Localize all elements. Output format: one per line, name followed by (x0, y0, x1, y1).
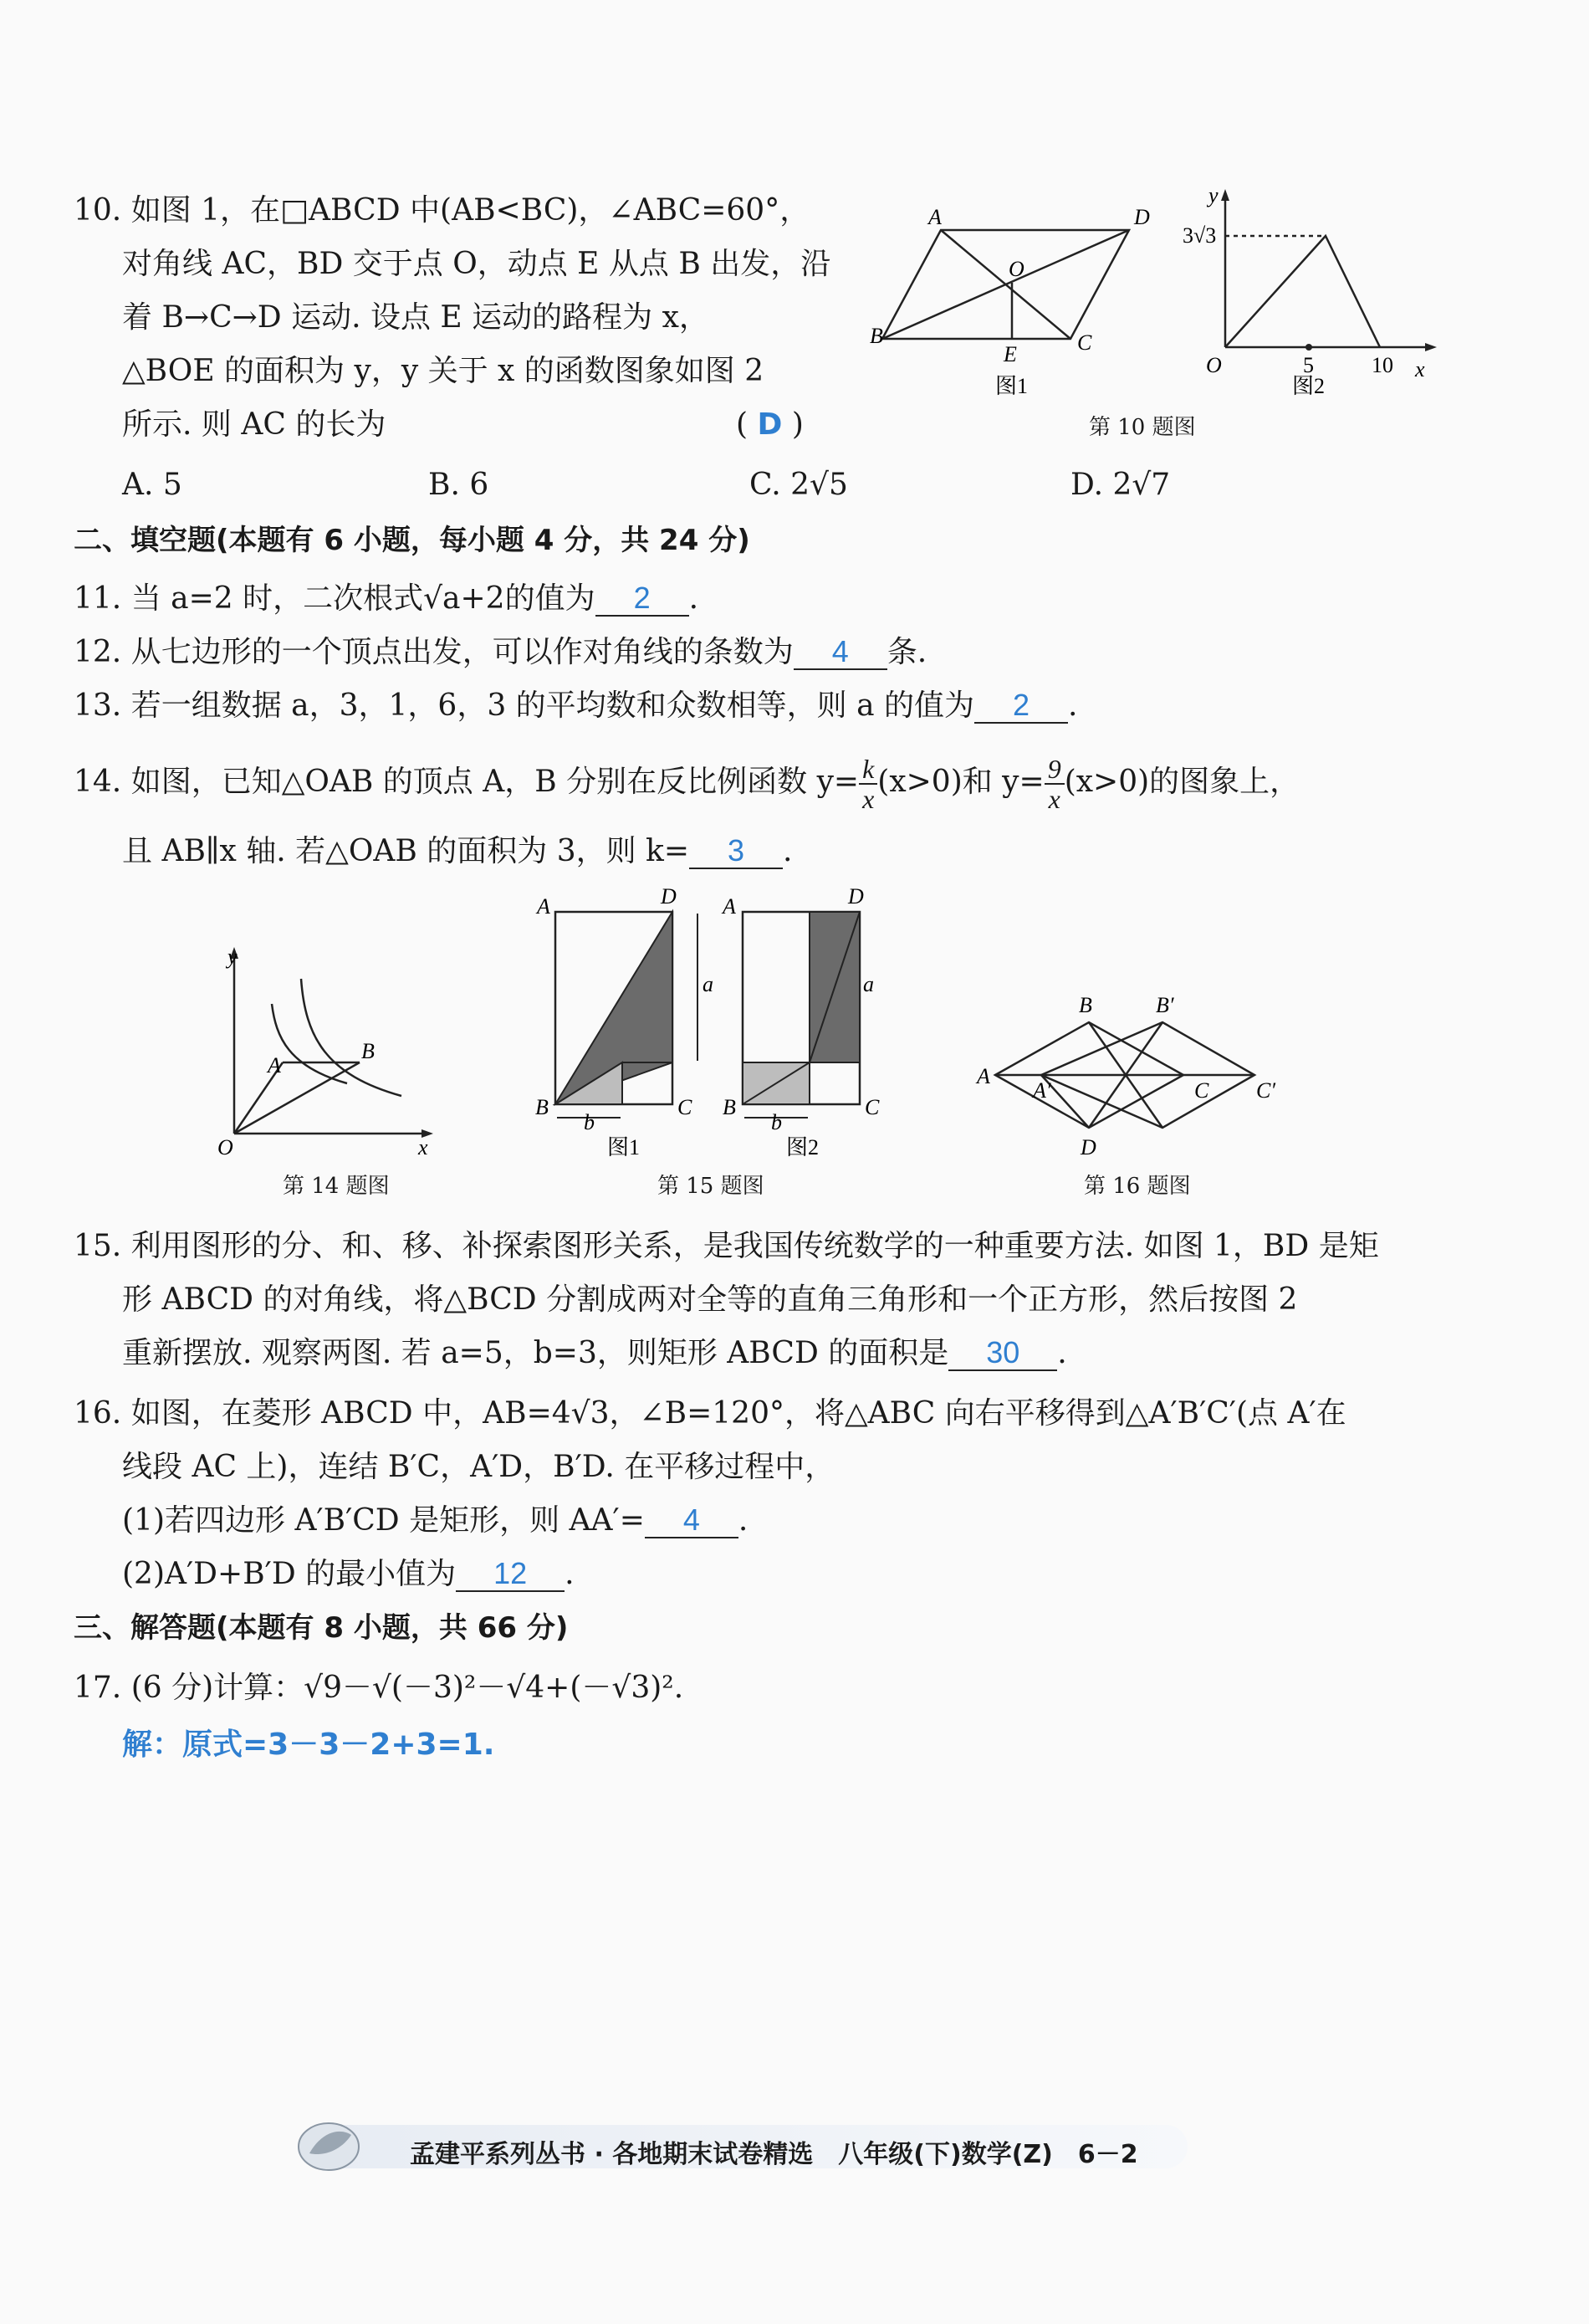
q14-figure-caption: 第 14 题图 (283, 1174, 390, 1199)
fig15a-label-b-len: b (584, 1110, 595, 1134)
q16-text-3: (1)若四边形 A′B′CD 是矩形，则 AA′= (122, 1503, 645, 1538)
q14-x1: x (862, 784, 875, 814)
fig15b-label-a: A (723, 894, 736, 919)
q12 (74, 632, 927, 673)
q12-text: 12. 从七边形的一个顶点出发，可以作对角线的条数为 (74, 635, 794, 669)
q14-fraction-9 (1045, 755, 1065, 813)
q13-text: 13. 若一组数据 a，3，1，6，3 的平均数和众数相等，则 a 的值为 (74, 688, 975, 723)
q10-figures (861, 184, 1438, 443)
q10-fig1-parallelogram (882, 230, 1129, 339)
fig15b-label-b: B (723, 1095, 736, 1119)
q15-line3 (122, 1333, 1067, 1374)
q16-answer-1: 4 (645, 1503, 738, 1538)
fig1-label-b: B (870, 324, 883, 348)
fig15b-label-b-len: b (771, 1110, 782, 1134)
fig14-label-a: A (268, 1053, 281, 1078)
q10-option-b: B. 6 (428, 468, 489, 502)
q15-end: . (1057, 1336, 1067, 1370)
q14-text-c: (x>0)的图象上， (1064, 765, 1300, 799)
fig16-label-d: D (1081, 1135, 1096, 1159)
q10-fig2-caption: 图2 (1292, 374, 1326, 398)
fig16-label-c-prime: C′ (1256, 1078, 1276, 1103)
fig1-label-a: A (928, 205, 942, 229)
footer-banner (309, 2125, 1188, 2168)
fig14-label-b: B (361, 1039, 375, 1063)
q10-line5: 所示. 则 AC 的长为 (122, 407, 386, 442)
fig16-label-c: C (1194, 1078, 1209, 1103)
leaf-icon (291, 2113, 366, 2180)
q16-text-4: (2)A′D+B′D 的最小值为 (122, 1557, 457, 1591)
q15-figure-caption: 第 15 题图 (657, 1174, 764, 1199)
q14-fraction-k (859, 755, 877, 813)
q17-stem: 17. (6 分)计算：√9－√(－3)²－√4+(－√3)². (74, 1671, 684, 1705)
fig1-label-e: E (1004, 342, 1017, 366)
q14-nine: 9 (1045, 755, 1065, 785)
fig14-label-y: y (227, 944, 238, 969)
fig2-label-y: y (1208, 184, 1219, 207)
q15-figure-1 (555, 912, 697, 1118)
q13 (74, 686, 1077, 726)
q14-text-2: 且 AB∥x 轴. 若△OAB 的面积为 3，则 k= (122, 834, 690, 868)
fig15b-label-d: D (848, 884, 864, 909)
fig2-tick-5: 5 (1303, 353, 1314, 377)
fig1-label-c: C (1077, 330, 1092, 355)
q14-k: k (859, 755, 877, 785)
fig15a-label-c: C (677, 1095, 692, 1119)
q10-answer: D (757, 407, 783, 442)
q10-option-d: D. 2√7 (1070, 468, 1171, 502)
q15-text-3: 重新摆放. 观察两图. 若 a=5，b=3，则矩形 ABCD 的面积是 (122, 1336, 949, 1370)
q14-figure (234, 954, 427, 1134)
fig1-label-o: O (1009, 257, 1024, 281)
fig15a-label-a-len: a (703, 972, 713, 996)
fig16-label-a: A (977, 1064, 990, 1088)
fig15a-label-d: D (661, 884, 677, 909)
q10-line4: △BOE 的面积为 y，y 关于 x 的函数图象如图 2 (122, 354, 764, 388)
q15-answer: 30 (948, 1336, 1057, 1371)
q15-fig2-caption: 图2 (786, 1135, 820, 1159)
q16-end-2: . (565, 1557, 575, 1591)
q12-end: 条. (886, 635, 927, 669)
fig2-label-x: x (1415, 357, 1425, 381)
q11-end: . (688, 581, 699, 616)
q14-end: . (783, 834, 793, 868)
q10-fig2-graph (1225, 194, 1430, 347)
q16-end-1: . (738, 1503, 749, 1538)
fig16-label-b: B (1079, 993, 1092, 1017)
q10-option-c: C. 2√5 (749, 468, 848, 502)
q10-line2: 对角线 AC，BD 交于点 O，动点 E 从点 B 出发，沿 (122, 247, 831, 281)
q12-answer: 4 (794, 635, 887, 670)
q10-line3: 着 B→C→D 运动. 设点 E 运动的路程为 x， (122, 300, 709, 335)
q15-fig1-caption: 图1 (607, 1135, 641, 1159)
q11-answer: 2 (595, 581, 689, 617)
fig16-label-b-prime: B′ (1156, 993, 1174, 1017)
q14-line2 (122, 832, 792, 872)
q14-answer: 3 (689, 834, 783, 869)
fig15b-label-a-len: a (863, 972, 874, 996)
q15-figure-2 (743, 912, 860, 1118)
q16-answer-2: 12 (456, 1557, 565, 1592)
q14-line1 (74, 755, 1300, 813)
fig14-label-x: x (418, 1135, 428, 1159)
fig15a-label-b: B (535, 1095, 549, 1119)
q16-figure (995, 1022, 1254, 1128)
q15-line2: 形 ABCD 的对角线，将△BCD 分割成两对全等的直角三角形和一个正方形，然后按图 2 (122, 1282, 1298, 1317)
q17-solution (122, 1725, 494, 1765)
fig15a-label-a: A (537, 894, 550, 919)
fig2-ymax: 3√3 (1183, 223, 1217, 248)
q16-line3 (122, 1501, 748, 1541)
q16-line4 (122, 1554, 575, 1595)
q14-text-a: 14. 如图，已知△OAB 的顶点 A，B 分别在反比例函数 y= (74, 765, 860, 799)
q16-figure-caption: 第 16 题图 (1084, 1174, 1191, 1199)
section-3-heading: 三、解答题(本题有 8 小题，共 66 分) (74, 1611, 569, 1645)
q15-line1: 15. 利用图形的分、和、移、补探索图形关系，是我国传统数学的一种重要方法. 如图 1，BD 是矩 (74, 1229, 1379, 1263)
section-2-heading: 二、填空题(本题有 6 小题，每小题 4 分，共 24 分) (74, 524, 750, 557)
figures-row (209, 878, 1313, 1163)
q17-solution-label: 解： (122, 1728, 183, 1762)
q13-end: . (1068, 688, 1078, 723)
q11-text: 11. 当 a=2 时，二次根式√a+2的值为 (74, 581, 595, 616)
fig2-label-o: O (1206, 353, 1222, 377)
q10-fig1-caption: 图1 (995, 374, 1029, 398)
q17-solution-text: 原式=3－3－2+3=1. (182, 1728, 495, 1762)
q13-answer: 2 (974, 688, 1068, 724)
fig2-tick-10: 10 (1372, 353, 1393, 377)
q14-x2: x (1048, 784, 1060, 814)
fig14-label-o: O (217, 1135, 233, 1159)
q10-option-a: A. 5 (122, 468, 182, 502)
footer-text: 孟建平系列丛书 · 各地期末试卷精选 八年级(下)数学(Z) 6－2 (410, 2140, 1138, 2169)
q16-line1: 16. 如图，在菱形 ABCD 中，AB=4√3，∠B=120°，将△ABC 向右平移得到△A′B′C′(点 A′在 (74, 1396, 1346, 1431)
fig1-label-d: D (1134, 205, 1150, 229)
q10-answer-bracket: ( D ) (736, 407, 804, 442)
q10-figure-caption: 第 10 题图 (1089, 415, 1196, 440)
fig16-label-a-prime: A′ (1033, 1078, 1051, 1103)
q10-line1: 10. 如图 1，在□ABCD 中(AB<BC)，∠ABC=60°， (74, 193, 810, 228)
fig15b-label-c: C (865, 1095, 880, 1119)
q11 (74, 579, 698, 619)
q16-line2: 线段 AC 上)，连结 B′C，A′D，B′D. 在平移过程中， (122, 1450, 835, 1484)
q14-text-b: (x>0)和 y= (877, 765, 1045, 799)
